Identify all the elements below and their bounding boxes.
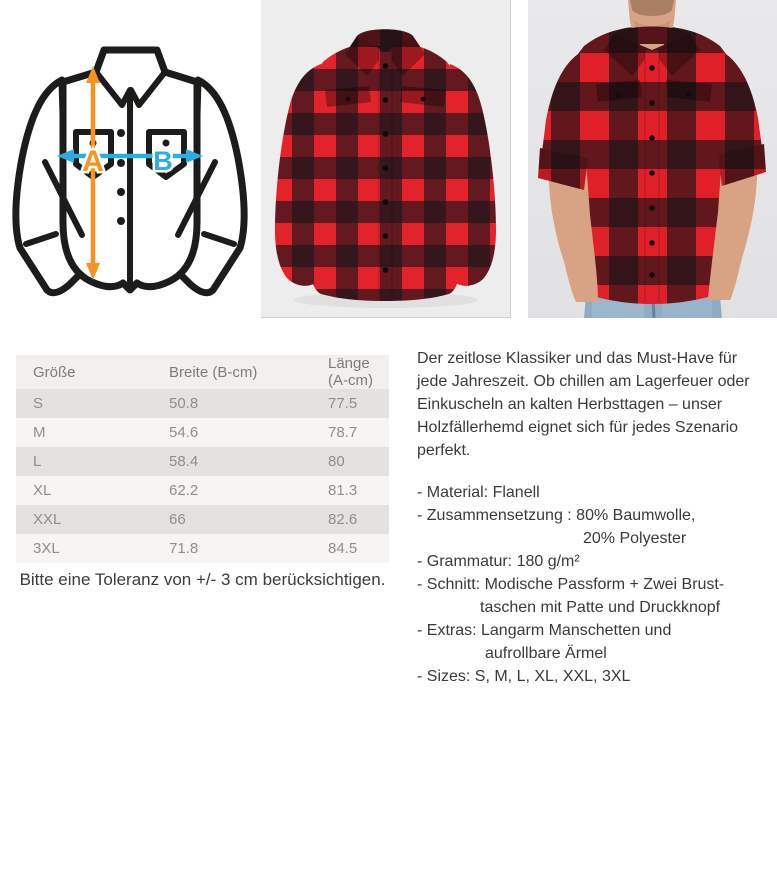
spec-sizes: - Sizes: S, M, L, XL, XXL, 3XL [417,668,631,685]
cell-size: XXL [16,505,152,534]
header-groesse: Größe [16,355,152,389]
flannel-shirt-photo [261,0,510,318]
measurement-sketch-image [0,0,260,318]
table-row-s [16,389,389,418]
spec-grammatur: - Grammatur: 180 g/m² [417,553,580,570]
cell-breite: 50.8 [152,389,311,418]
spec-schnitt: - Schnitt: Modische Passform + Zwei Brust- [417,576,725,593]
model-photo [528,0,777,318]
tolerance-note: Bitte eine Toleranz von +/- 3 cm berücksichtigen. [19,570,386,589]
table-row-l [16,447,389,476]
measure-label-b: B [153,146,173,176]
product-description [417,347,769,688]
spec-extras: - Extras: Langarm Manschetten und [417,622,672,639]
cell-laenge: 82.6 [311,505,389,534]
cell-size: 3XL [16,534,152,563]
description-intro: Der zeitlose Klassiker und das Must-Have für jede Jahreszeit. Ob chillen am Lagerfeuer oder Einkuscheln an kalten Herbsttagen – unser Holzfällerhemd eignet sich für jedes Szenario perfekt. [417,350,750,459]
cell-breite: 54.6 [152,418,311,447]
spec-extras-cont: aufrollbare Ärmel [485,645,607,662]
cell-laenge: 81.3 [311,476,389,505]
header-laenge: Länge (A-cm) [311,355,389,389]
cell-laenge: 78.7 [311,418,389,447]
header-breite: Breite (B-cm) [152,355,311,389]
table-row-xl [16,476,389,505]
spec-zusammensetzung: - Zusammensetzung : 80% Baumwolle, [417,507,696,524]
model-wearing-shirt-photo [528,0,777,318]
table-row-3xl [16,534,389,563]
cell-breite: 58.4 [152,447,311,476]
cell-breite: 62.2 [152,476,311,505]
cell-breite: 71.8 [152,534,311,563]
spec-schnitt-cont: taschen mit Patte und Druckknopf [480,599,721,616]
cell-laenge: 80 [311,447,389,476]
spec-material: - Material: Flanell [417,484,540,501]
table-row-m [16,418,389,447]
product-photo-front [261,0,511,318]
size-table [16,355,389,563]
cell-size: S [16,389,152,418]
cell-size: L [16,447,152,476]
cell-size: M [16,418,152,447]
cell-laenge: 77.5 [311,389,389,418]
measure-label-a: A [82,145,104,178]
spec-zusammensetzung-cont: 20% Polyester [583,530,687,547]
table-row-xxl [16,505,389,534]
cell-breite: 66 [152,505,311,534]
shirt-outline-drawing [0,0,260,318]
size-table-header-row [16,355,389,389]
cell-size: XL [16,476,152,505]
cell-laenge: 84.5 [311,534,389,563]
